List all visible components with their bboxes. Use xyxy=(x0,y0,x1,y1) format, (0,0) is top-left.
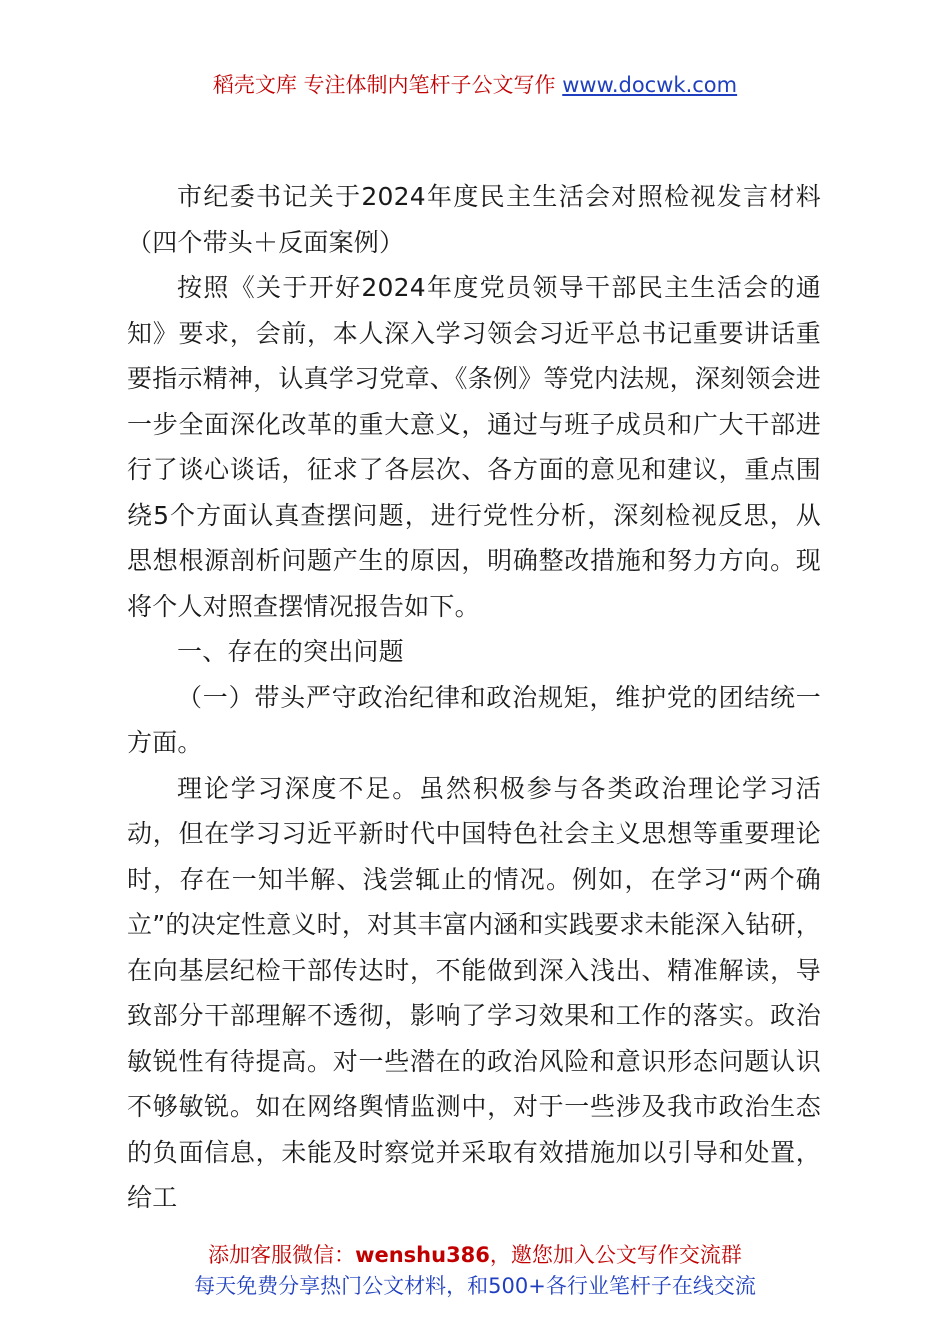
footer-wechat-prefix: 添加客服微信： xyxy=(208,1243,356,1267)
footer-share-line: 每天免费分享热门公文材料，和500+各行业笔杆子在线交流 xyxy=(194,1274,756,1298)
subsection-heading-1: （一）带头严守政治纪律和政治规矩，维护党的团结统一方面。 xyxy=(127,682,821,757)
document-header xyxy=(0,70,950,100)
document-footer xyxy=(0,1240,950,1302)
header-brand-text: 稻壳文库 专注体制内笔杆子公文写作 xyxy=(212,73,563,97)
document-body xyxy=(127,174,821,1221)
document-title: 市纪委书记关于2024年度民主生活会对照检视发言材料（四个带头＋反面案例） xyxy=(127,182,821,257)
footer-wechat-suffix: ，邀您加入公文写作交流群 xyxy=(489,1243,742,1267)
section-heading-1: 一、存在的突出问题 xyxy=(177,637,404,666)
footer-wechat-id: wenshu386 xyxy=(355,1243,490,1267)
footer-wechat-line xyxy=(0,1240,950,1271)
paragraph-body-1: 理论学习深度不足。虽然积极参与各类政治理论学习活动，但在学习习近平新时代中国特色社会主义思想等重要理论时，存在一知半解、浅尝辄止的情况。例如，在学习“两个确立”的决定性意义时，对其丰富内涵和实践要求未能深入钻研，在向基层纪检干部传达时，不能做到深入浅出、精准解读，导致部分干部理解不透彻，影响了学习效果和工作的落实。政治敏锐性有待提高。对一些潜在的政治风险和意识形态问题认识不够敏锐。如在网络舆情监测中，对于一些涉及我市政治生态的负面信息，未能及时察觉并采取有效措施加以引导和处置，给工 xyxy=(127,773,821,1212)
paragraph-intro: 按照《关于开好2024年度党员领导干部民主生活会的通知》要求，会前，本人深入学习领会习近平总书记重要讲话重要指示精神，认真学习党章、《条例》等党内法规，深刻领会进一步全面深化改革的重大意义，通过与班子成员和广大干部进行了谈心谈话，征求了各层次、各方面的意见和建议，重点围绕5个方面认真查摆问题，进行党性分析，深刻检视反思，从思想根源剖析问题产生的原因，明确整改措施和努力方向。现将个人对照查摆情况报告如下。 xyxy=(127,273,821,621)
header-website-link[interactable]: www.docwk.com xyxy=(562,73,738,97)
